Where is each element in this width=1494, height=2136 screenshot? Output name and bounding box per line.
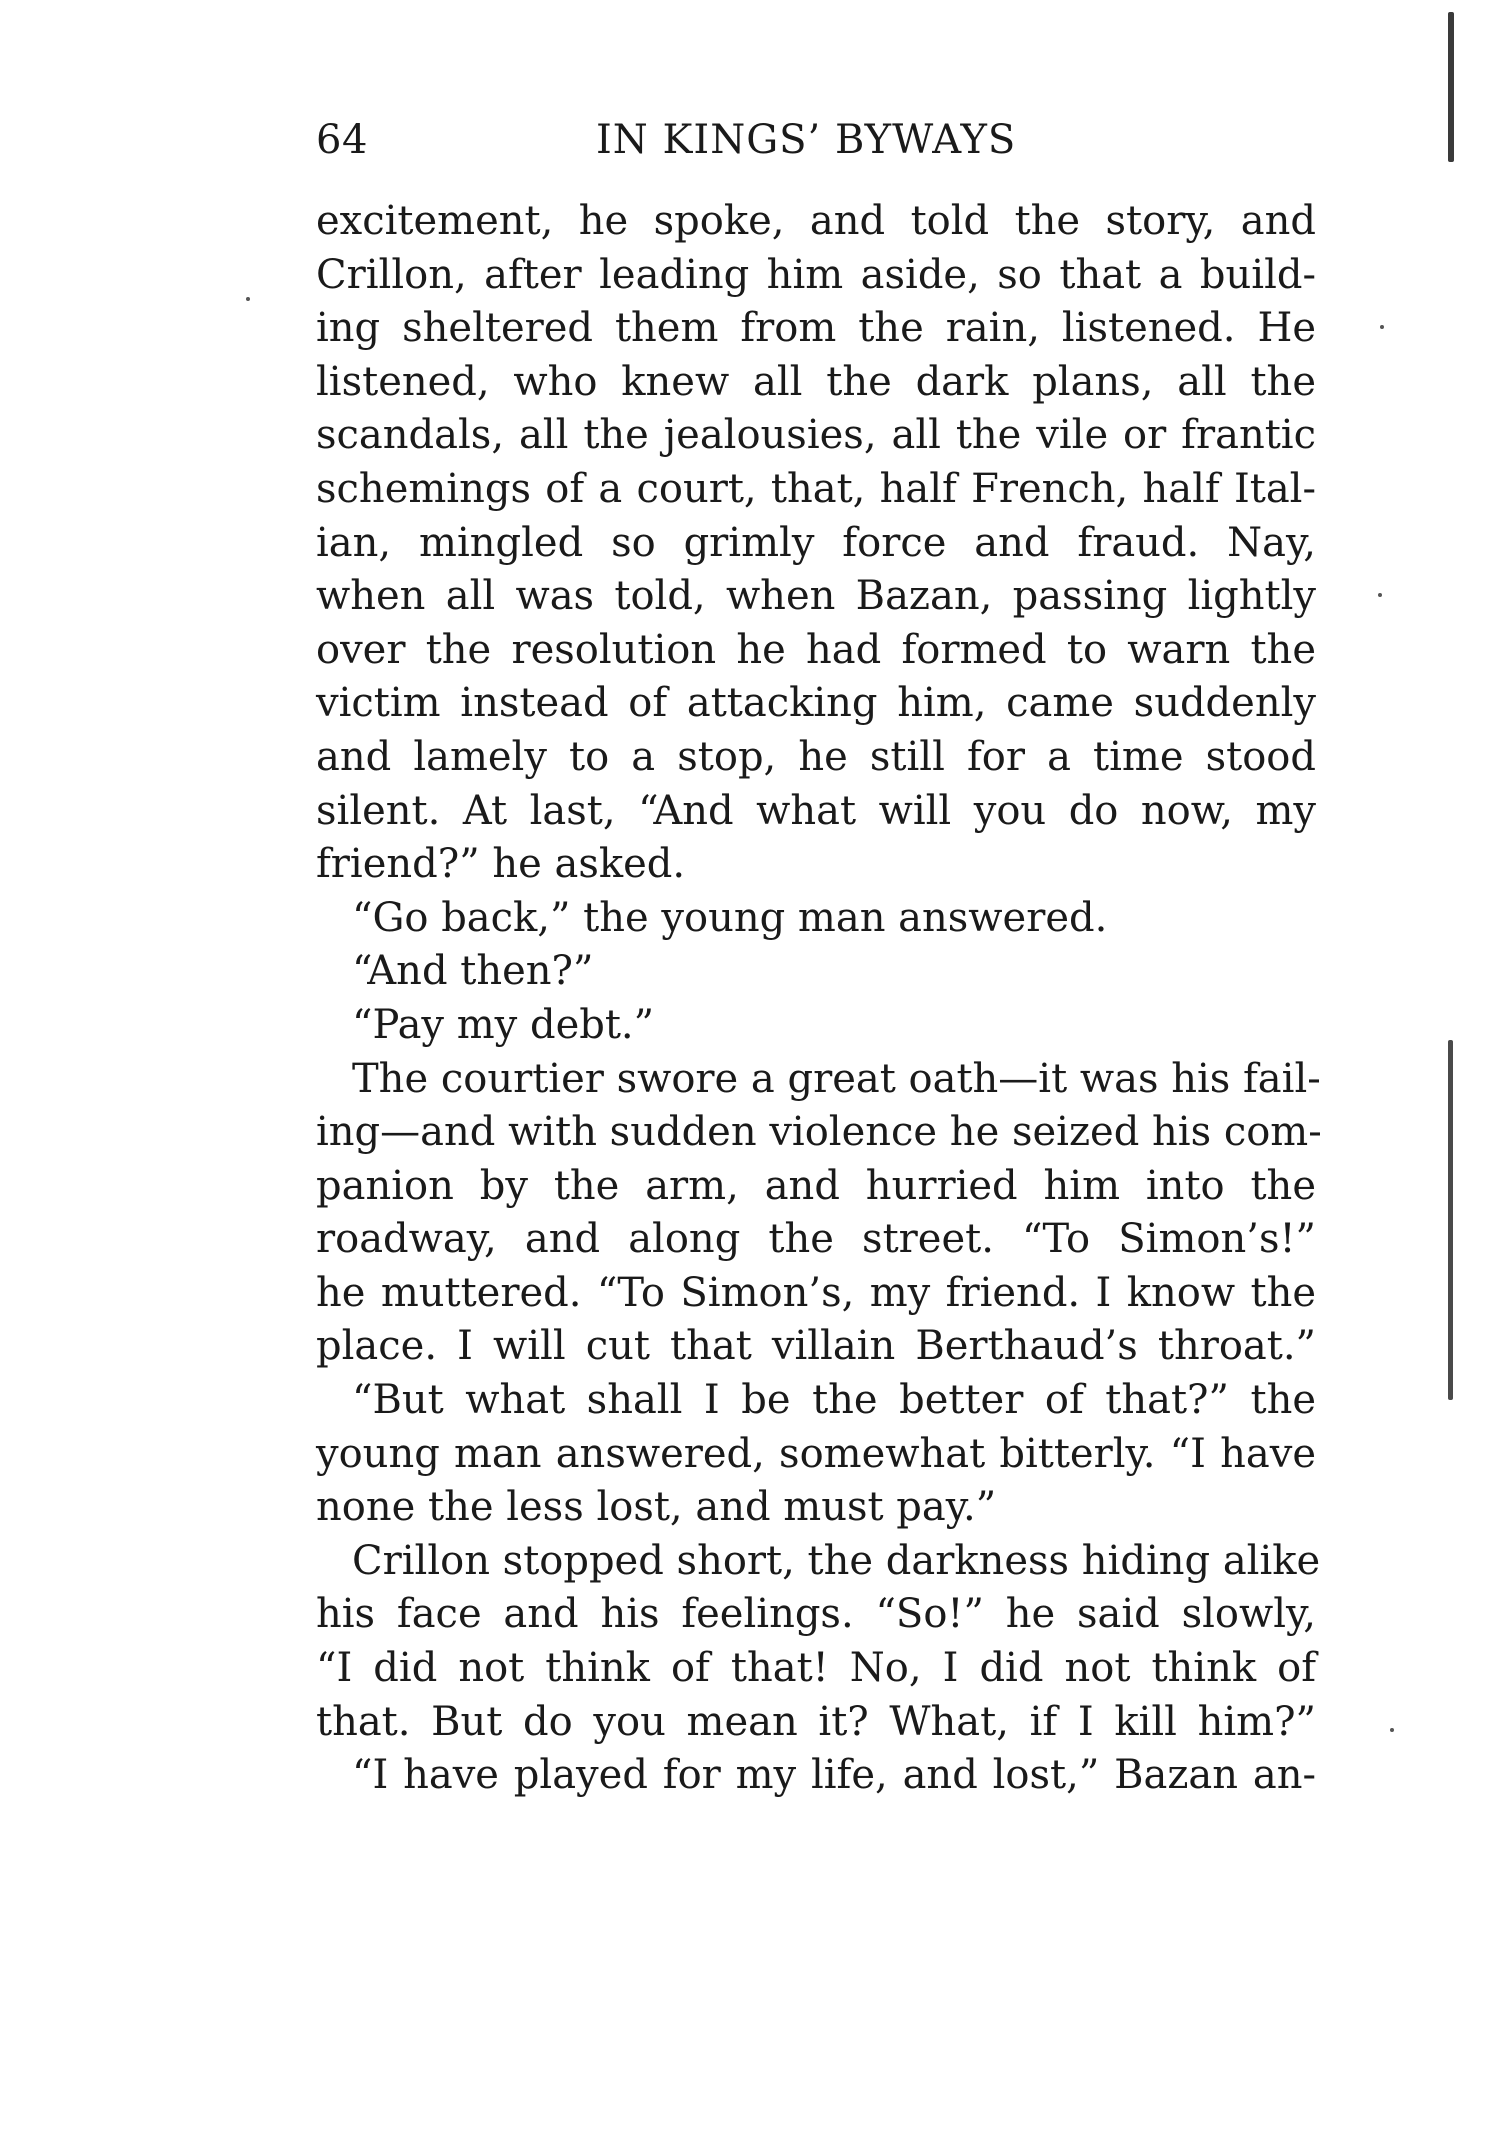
text-line: “I did not think of that! No, I did not think of xyxy=(316,1645,1316,1692)
text-line: victim instead of attacking him, came suddenly xyxy=(316,680,1316,727)
text-line: schemings of a court, that, half French, half Ital- xyxy=(316,465,1316,512)
text-line: ing—and with sudden violence he seized his com- xyxy=(316,1109,1322,1156)
paper-speck xyxy=(1380,325,1384,329)
paper-speck xyxy=(246,297,250,301)
text-line: place. I will cut that villain Berthaud’s throat.” xyxy=(316,1323,1316,1370)
page-number: 64 xyxy=(316,117,368,163)
text-line: The courtier swore a great oath—it was his fail- xyxy=(352,1055,1321,1102)
text-line: “I have played for my life, and lost,” Bazan an- xyxy=(352,1752,1316,1799)
running-title: IN KINGS’ BYWAYS xyxy=(596,117,1017,163)
text-line: “Go back,” the young man answered. xyxy=(352,894,1108,941)
text-line: his face and his feelings. “So!” he said slowly, xyxy=(316,1591,1316,1638)
running-header xyxy=(316,112,1316,168)
body-text xyxy=(316,195,1322,1803)
text-line: young man answered, somewhat bitterly. “I have xyxy=(316,1430,1316,1477)
text-line: and lamely to a stop, he still for a time stood xyxy=(316,733,1316,780)
page-edge-shadow-top xyxy=(1448,12,1454,162)
text-line: when all was told, when Bazan, passing lightly xyxy=(316,573,1316,620)
text-line: “But what shall I be the better of that?” the xyxy=(352,1377,1316,1424)
text-line: that. But do you mean it? What, if I kill him?” xyxy=(316,1698,1316,1745)
text-line: over the resolution he had formed to warn the xyxy=(316,626,1316,673)
text-line: ing sheltered them from the rain, listened. He xyxy=(316,305,1316,352)
text-line: panion by the arm, and hurried him into the xyxy=(316,1162,1316,1209)
text-line: excitement, he spoke, and told the story, and xyxy=(316,198,1316,244)
text-line: Crillon stopped short, the darkness hiding alike xyxy=(352,1537,1321,1584)
text-line: none the less lost, and must pay.” xyxy=(316,1484,997,1531)
page-edge-shadow-middle xyxy=(1448,1040,1453,1400)
text-line: scandals, all the jealousies, all the vile or frantic xyxy=(316,412,1316,459)
text-line: “Pay my debt.” xyxy=(352,1001,655,1048)
text-line: he muttered. “To Simon’s, my friend. I know the xyxy=(316,1269,1316,1316)
text-line: roadway, and along the street. “To Simon’s!” xyxy=(316,1216,1316,1263)
text-line: listened, who knew all the dark plans, all the xyxy=(316,358,1316,405)
text-line: Crillon, after leading him aside, so that a build- xyxy=(316,251,1316,298)
text-line: ian, mingled so grimly force and fraud. Nay, xyxy=(316,519,1316,566)
paper-speck xyxy=(1390,1728,1394,1732)
text-line: “And then?” xyxy=(352,948,594,995)
text-line: friend?” he asked. xyxy=(316,841,686,888)
paper-speck xyxy=(1378,593,1382,597)
text-line: silent. At last, “And what will you do now, my xyxy=(316,787,1316,834)
